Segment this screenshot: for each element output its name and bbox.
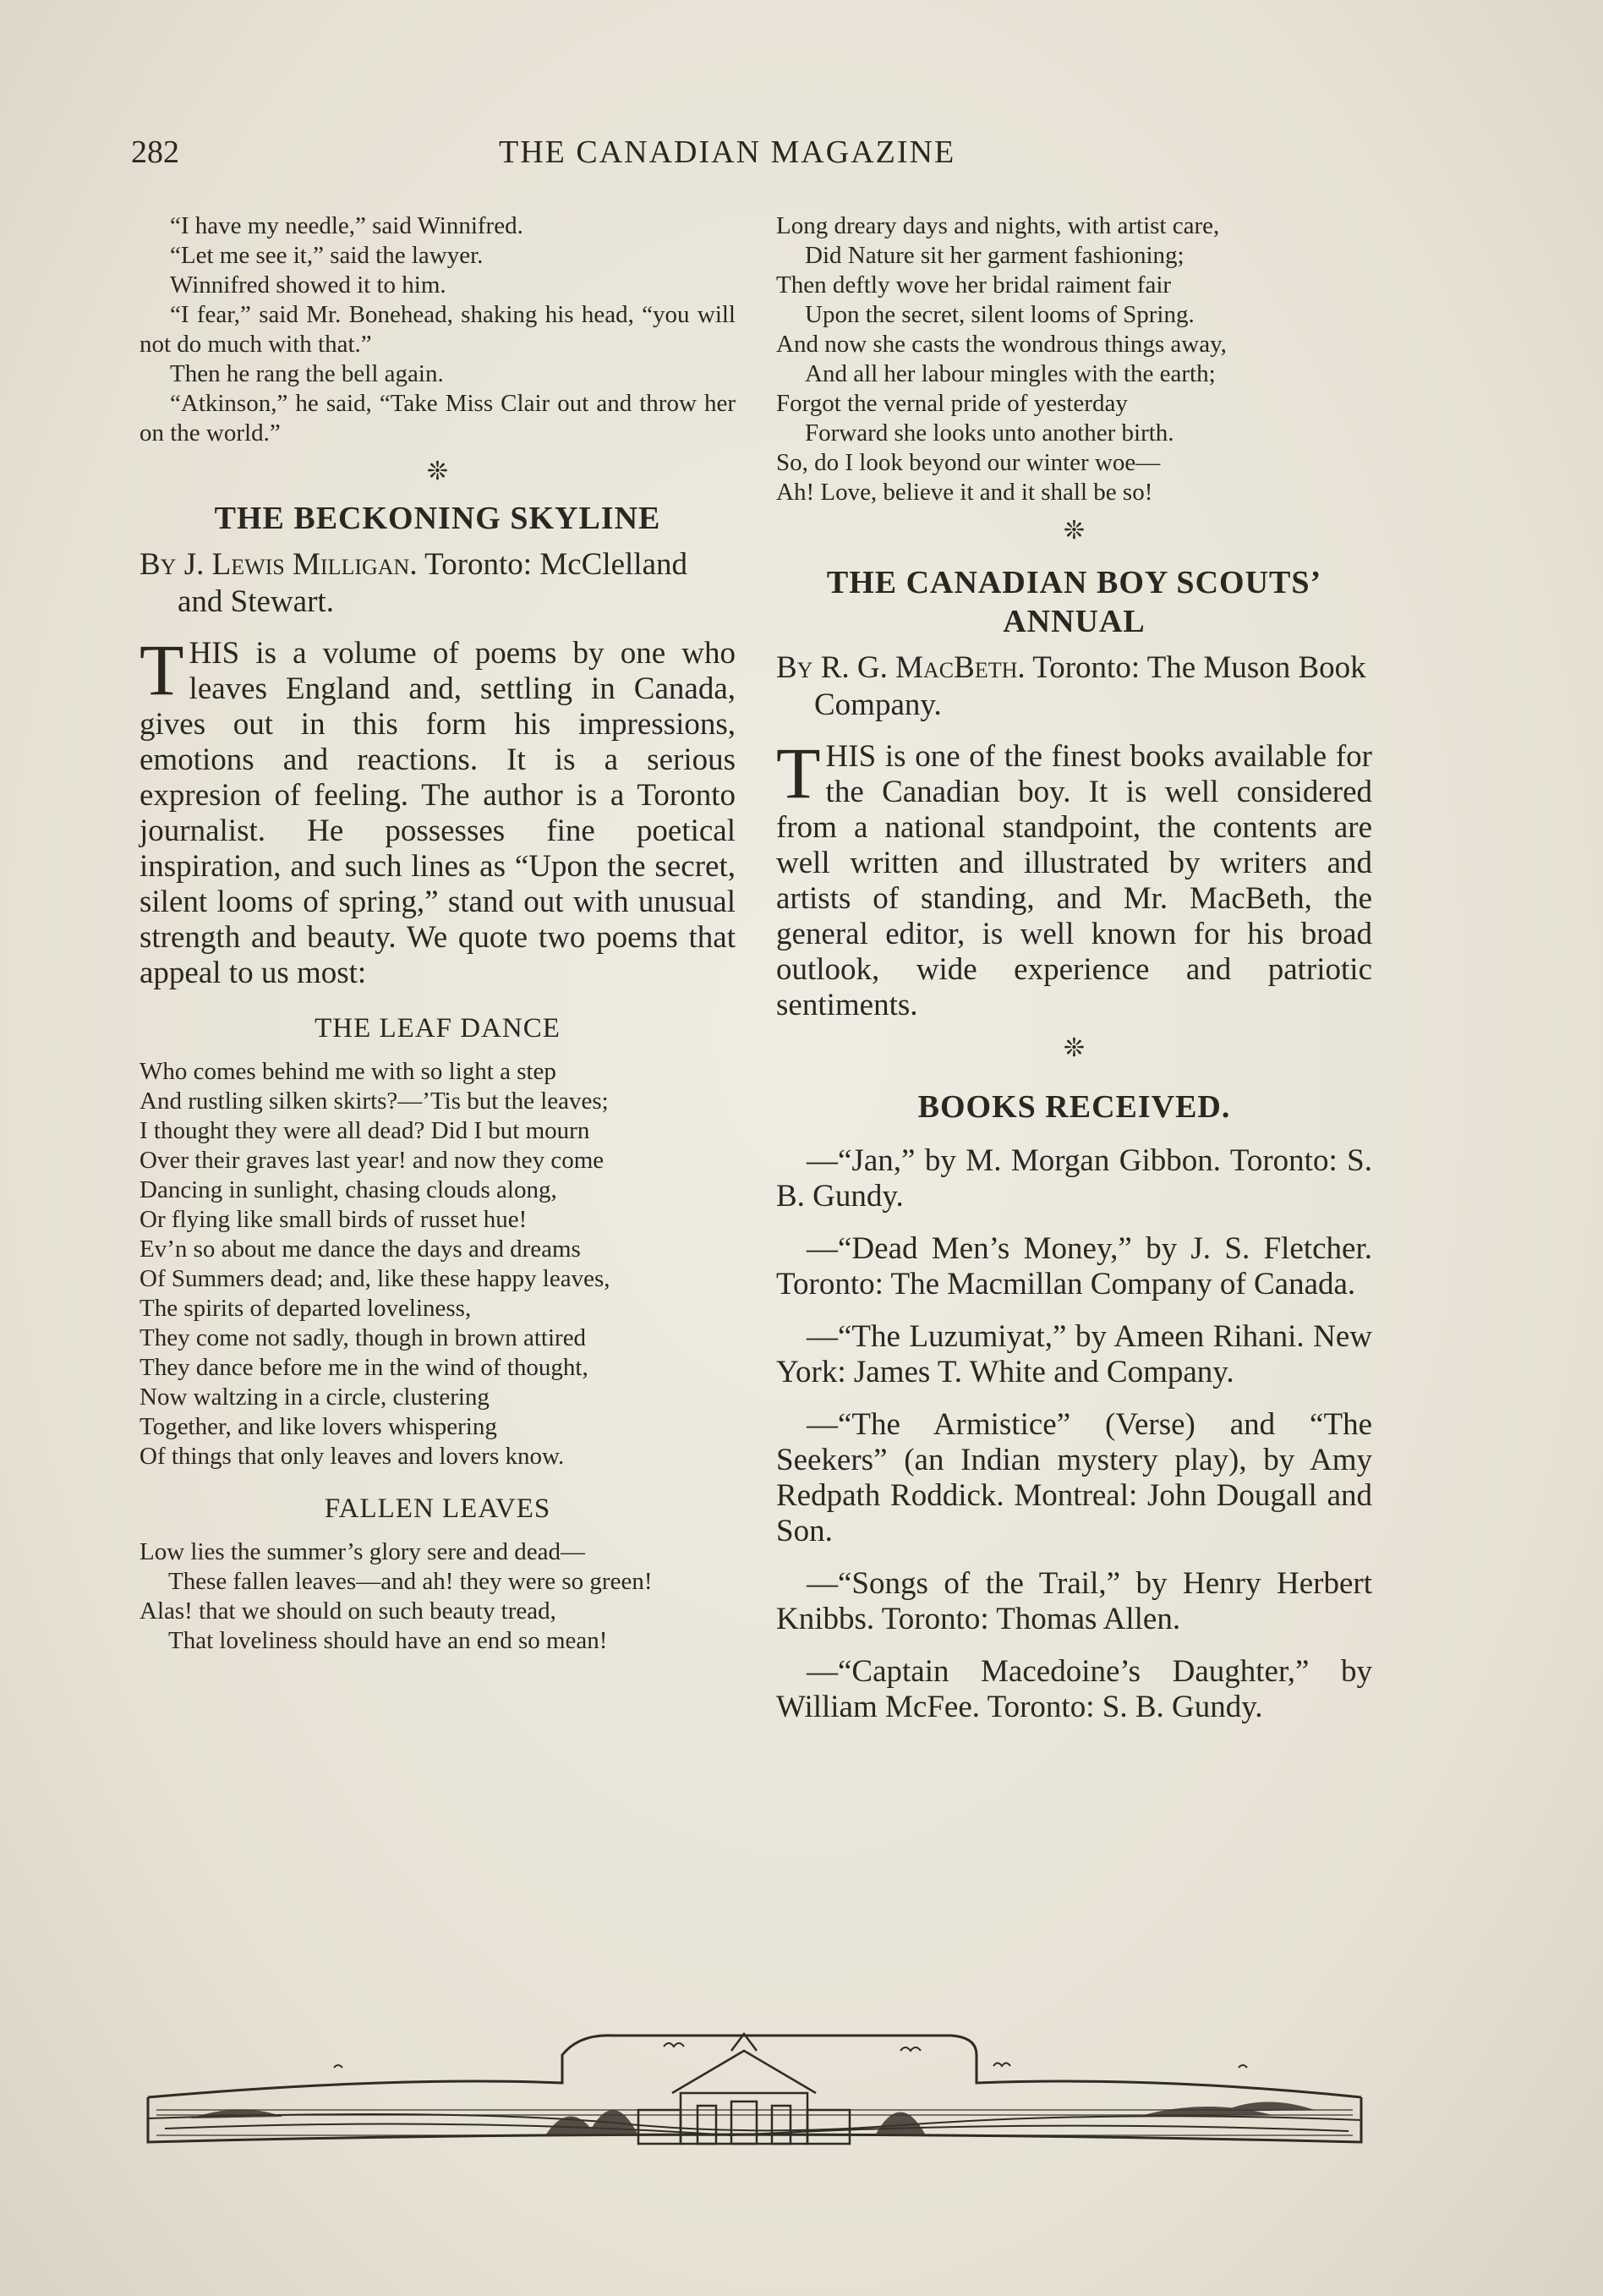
- review-text: HIS is one of the finest books available for the Canadian boy. It is well considered from a national standpoint, the contents are well written and illustrated by writers and artists of standing, and Mr. MacBeth, the general editor, is well known for his broad outlook, wide experience and patriotic sentiments.: [776, 739, 1372, 1022]
- byline-publisher: Toronto: McClelland and Stewart.: [178, 547, 688, 619]
- dialogue-line: “I have my needle,” said Winnifred.: [170, 212, 523, 239]
- poem-line: Of Summers dead; and, like these happy leaves,: [140, 1265, 610, 1292]
- section-separator-icon: ❊: [426, 458, 449, 485]
- poem-fallen-leaves: [140, 1537, 736, 1656]
- landscape-tailpiece-icon: [140, 2017, 1370, 2169]
- review-body: [776, 732, 1372, 1023]
- poem-line: So, do I look beyond our winter woe—: [776, 449, 1161, 476]
- magazine-title: THE CANADIAN MAGAZINE: [499, 134, 956, 170]
- poem-line: Together, and like lovers whispering: [140, 1413, 497, 1440]
- review-title: THE CANADIAN BOY SCOUTS’ ANNUAL: [826, 565, 1322, 639]
- running-head: [131, 134, 1027, 176]
- poem-line: I thought they were all dead? Did I but mourn: [140, 1117, 590, 1144]
- poem-line: Forward she looks unto another birth.: [805, 419, 1174, 447]
- poem-line: Ah! Love, believe it and it shall be so!: [776, 479, 1153, 506]
- review-body: [140, 629, 736, 991]
- poem-line: That loveliness should have an end so mean!: [168, 1627, 608, 1654]
- poem-title-fallen-leaves: FALLEN LEAVES: [324, 1493, 551, 1524]
- poem-line: Alas! that we should on such beauty tread,: [140, 1597, 556, 1625]
- section-separator-icon: ❊: [1063, 517, 1086, 545]
- poem-fallen-leaves-continued: [776, 211, 1372, 507]
- byline-by: By: [140, 547, 177, 582]
- poem-line: Then deftly wove her bridal raiment fair: [776, 271, 1172, 299]
- drop-cap: T: [776, 732, 821, 814]
- poem-line: And all her labour mingles with the earth;: [805, 360, 1216, 387]
- dialogue-line: “Let me see it,” said the lawyer.: [170, 242, 484, 269]
- poem-line: Long dreary days and nights, with artist care,: [776, 212, 1220, 239]
- book-entry: —“Dead Men’s Money,” by J. S. Fletcher. Toronto: The Macmillan Company of Canada.: [776, 1231, 1372, 1301]
- book-entry: —“Captain Macedoine’s Daughter,” by William McFee. Toronto: S. B. Gundy.: [776, 1654, 1372, 1724]
- section-separator-icon: ❊: [1063, 1034, 1086, 1062]
- review-title: THE BECKONING SKYLINE: [214, 501, 661, 536]
- poem-line: Over their graves last year! and now they come: [140, 1147, 605, 1174]
- poem-leaf-dance: [140, 1057, 736, 1471]
- poem-title-leaf-dance: THE LEAF DANCE: [315, 1013, 561, 1044]
- review-byline: [140, 546, 736, 621]
- byline-publisher: Toronto: The Muson Book Company.: [814, 650, 1366, 722]
- dialogue-line: Winnifred showed it to him.: [170, 271, 446, 299]
- poem-line: These fallen leaves—and ah! they were so green!: [168, 1568, 653, 1595]
- poem-line: And now she casts the wondrous things away,: [776, 331, 1227, 358]
- poem-line: Of things that only leaves and lovers know.: [140, 1443, 565, 1470]
- poem-line: They come not sadly, though in brown attired: [140, 1324, 587, 1351]
- drop-cap: T: [140, 629, 184, 710]
- left-column: [140, 211, 736, 1656]
- book-entry: —“The Armistice” (Verse) and “The Seekers” (an Indian mystery play), by Amy Redpath Roddick. Montreal: John Dougall and Son.: [776, 1407, 1372, 1548]
- poem-line: And rustling silken skirts?—’Tis but the leaves;: [140, 1088, 609, 1115]
- books-received-list: [776, 1143, 1372, 1725]
- page-number: 282: [131, 134, 179, 170]
- byline-by: By: [776, 650, 813, 685]
- poem-line: Who comes behind me with so light a step: [140, 1058, 556, 1085]
- poem-line: Low lies the summer’s glory sere and dead—: [140, 1538, 585, 1565]
- review-text: HIS is a volume of poems by one who leaves England and, settling in Canada, gives out in this form his impressions, emotions and reactions. It is a serious expresion of feeling. The author is a Toronto journalist. He possesses fine poetical inspiration, and such lines as “Upon the secret, silent looms of spring,” stand out with unusual strength and beauty. We quote two poems that appeal to us most:: [140, 636, 736, 990]
- byline-author: J. Lewis Milligan.: [183, 547, 418, 582]
- poem-line: Upon the secret, silent looms of Spring.: [805, 301, 1195, 328]
- poem-line: Forgot the vernal pride of yesterday: [776, 390, 1128, 417]
- poem-line: Dancing in sunlight, chasing clouds along,: [140, 1176, 557, 1203]
- byline-author: R. G. MacBeth.: [820, 650, 1026, 685]
- poem-line: They dance before me in the wind of thought,: [140, 1354, 588, 1381]
- poem-line: Did Nature sit her garment fashioning;: [805, 242, 1184, 269]
- dialogue-line: Then he rang the bell again.: [170, 360, 444, 387]
- poem-line: The spirits of departed loveliness,: [140, 1295, 472, 1322]
- book-entry: —“Songs of the Trail,” by Henry Herbert Knibbs. Toronto: Thomas Allen.: [776, 1566, 1372, 1636]
- poem-line: Now waltzing in a circle, clustering: [140, 1384, 490, 1411]
- book-entry: —“The Luzumiyat,” by Ameen Rihani. New York: James T. White and Company.: [776, 1319, 1372, 1389]
- poem-line: Ev’n so about me dance the days and dreams: [140, 1236, 581, 1263]
- book-entry: —“Jan,” by M. Morgan Gibbon. Toronto: S. B. Gundy.: [776, 1143, 1372, 1214]
- poem-line: Or flying like small birds of russet hue!: [140, 1206, 528, 1233]
- review-byline: [776, 649, 1372, 724]
- right-column: [776, 211, 1372, 1742]
- books-received-title: BOOKS RECEIVED.: [917, 1089, 1231, 1125]
- dialogue-line: “Atkinson,” he said, “Take Miss Clair out and throw her on the world.”: [140, 390, 736, 447]
- dialogue-line: “I fear,” said Mr. Bonehead, shaking his head, “you will not do much with that.”: [140, 301, 736, 358]
- story-ending: [140, 211, 736, 448]
